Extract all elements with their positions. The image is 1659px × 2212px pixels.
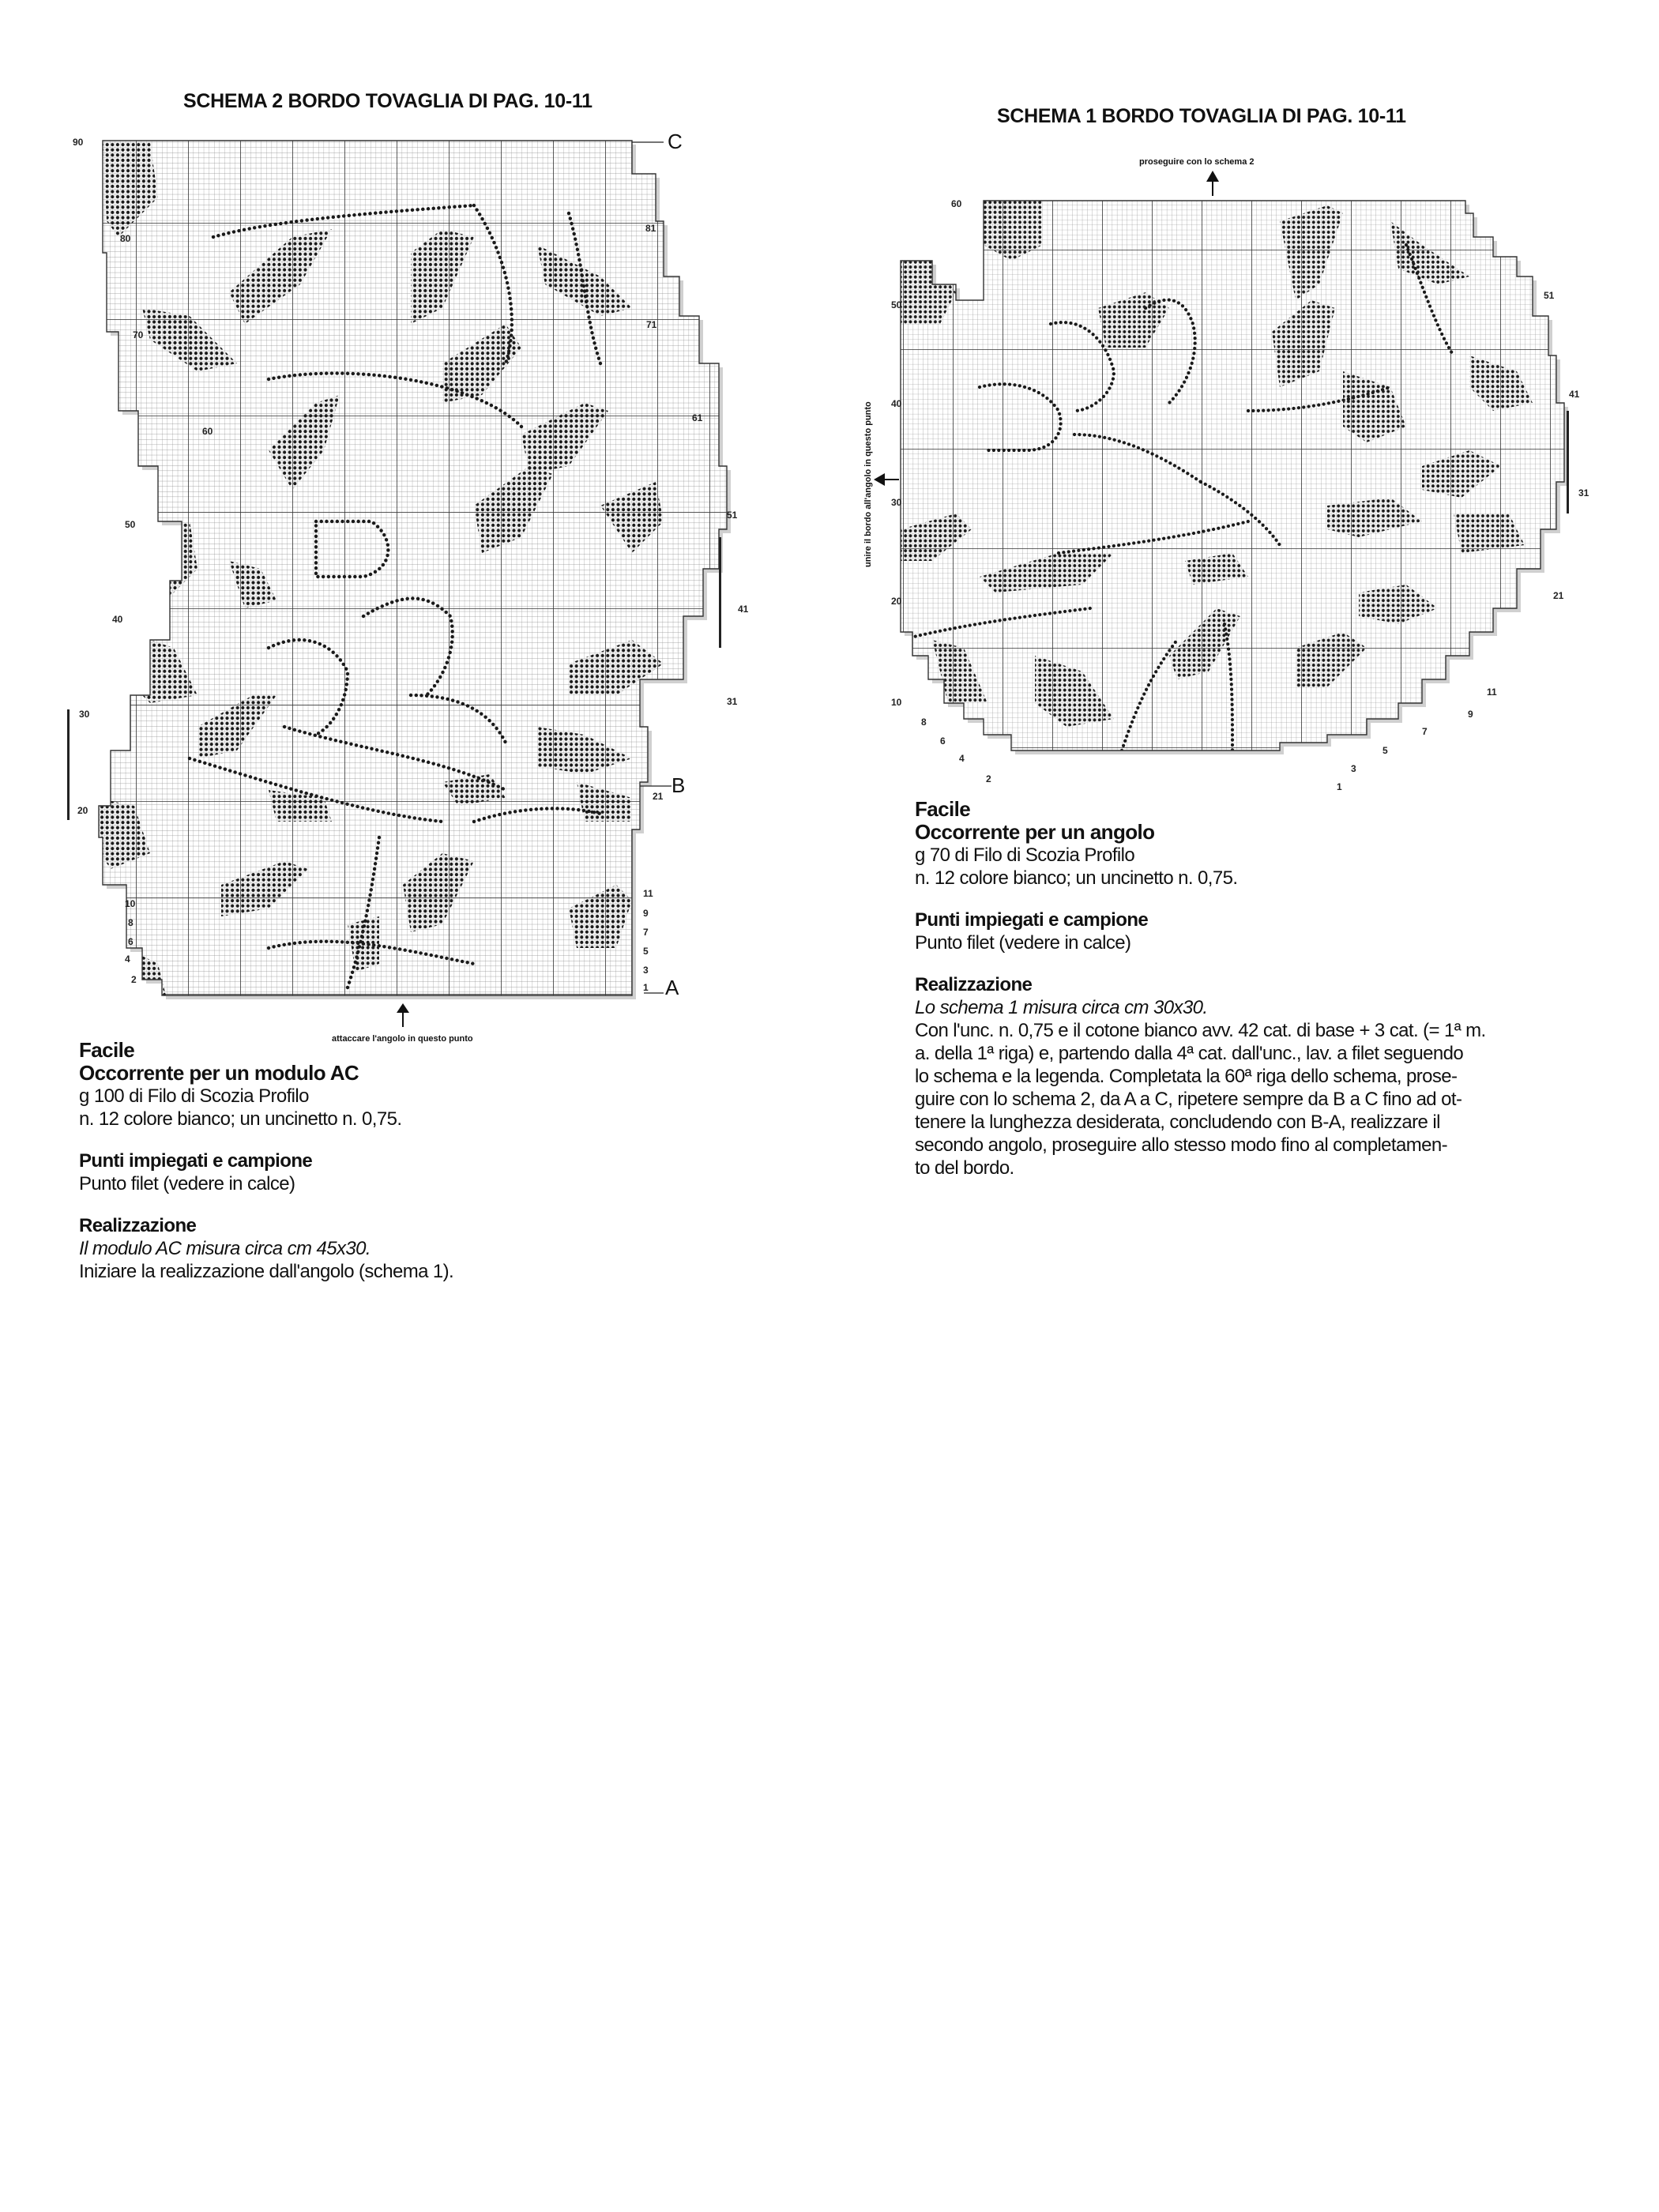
schema2-row-90: 90 [73,137,84,148]
schema1-stitches-heading: Punti impiegati e campione [915,909,1149,931]
schema2-stitches-text: Punto filet (vedere in calce) [79,1173,295,1194]
schema2-row-6: 6 [128,936,134,947]
schema1-making-italic: Lo schema 1 misura circa cm 30x30. [915,997,1208,1018]
schema1-chart [853,150,1612,837]
schema1-side-caption: unire il bordo all'angolo in questo punto [863,401,873,567]
schema1-row-20: 20 [891,596,902,607]
schema2-row-51: 51 [727,510,738,521]
schema1-making-line-4: guire con lo schema 2, da A a C, ripetere sempre da B a C fino ad ot- [915,1089,1462,1110]
schema2-row-50: 50 [125,519,136,530]
point-b-label: B [672,773,686,797]
schema2-title: SCHEMA 2 BORDO TOVAGLIA DI PAG. 10-11 [183,90,592,112]
schema1-materials-line2: n. 12 colore bianco; un uncinetto n. 0,75. [915,867,1238,889]
schema2-chart [32,126,774,1090]
schema2-materials-heading: Occorrente per un modulo AC [79,1061,359,1085]
schema1-row-2: 2 [986,773,991,784]
schema2-row-60: 60 [202,426,213,437]
schema2-bottom-caption: attaccare l'angolo in questo punto [332,1034,473,1044]
schema2-row-4: 4 [125,954,130,965]
schema1-row-4: 4 [959,753,965,764]
schema1-row-7: 7 [1422,726,1428,737]
schema2-difficulty: Facile [79,1038,135,1062]
schema2-instructions [79,1039,727,1283]
schema1-row-41: 41 [1569,389,1580,400]
join-arrow-icon [874,473,899,486]
schema2-row-11: 11 [643,888,653,899]
attach-arrow-icon [397,1003,409,1027]
schema1-making-line-6: secondo angolo, proseguire allo stesso modo fino al completamen- [915,1134,1448,1156]
schema1-stitches-text: Punto filet (vedere in calce) [915,932,1131,954]
schema1-instructions [915,798,1586,1179]
schema2-row-3: 3 [643,965,649,976]
point-a-label: A [665,976,679,999]
schema2-row-70: 70 [133,329,144,340]
continue-arrow-icon [1206,171,1219,196]
schema1-making-line-3: lo schema e la legenda. Completata la 60ª riga dello schema, prose- [915,1066,1458,1087]
schema2-materials-line2: n. 12 colore bianco; un uncinetto n. 0,75. [79,1108,402,1130]
schema1-row-10: 10 [891,697,902,708]
schema2-materials-line1: g 100 di Filo di Scozia Profilo [79,1085,309,1107]
schema1-materials-line1: g 70 di Filo di Scozia Profilo [915,845,1135,866]
schema1-row-50: 50 [891,299,902,310]
schema1-row-1: 1 [1337,781,1342,792]
schema2-row-1: 1 [643,982,649,993]
schema1-making-line-1: Con l'unc. n. 0,75 e il cotone bianco avv. 42 cat. di base + 3 cat. (= 1ª m. [915,1020,1486,1041]
schema2-row-61: 61 [692,412,703,423]
schema1-making-line-7: to del bordo. [915,1157,1014,1179]
schema2-making-heading: Realizzazione [79,1215,197,1236]
schema1-row-11: 11 [1487,687,1497,698]
schema2-row-7: 7 [643,927,649,938]
schema1-row-31: 31 [1578,487,1589,498]
schema1-row-9: 9 [1468,709,1473,720]
schema1-making-line-5: tenere la lunghezza desiderata, concludendo con B-A, realizzare il [915,1112,1440,1133]
schema1-making-heading: Realizzazione [915,974,1033,995]
schema2-row-31: 31 [727,696,738,707]
schema2-row-40: 40 [112,614,123,625]
schema1-row-21: 21 [1553,590,1564,601]
schema2-stitches-heading: Punti impiegati e campione [79,1150,313,1172]
schema2-row-41: 41 [738,604,749,615]
schema1-title: SCHEMA 1 BORDO TOVAGLIA DI PAG. 10-11 [997,105,1406,127]
schema1-row-5: 5 [1382,745,1388,756]
schema2-row-8: 8 [128,917,134,928]
schema2-row-80: 80 [120,233,131,244]
schema2-row-71: 71 [646,319,657,330]
schema1-row-3: 3 [1351,763,1356,774]
schema1-row-51: 51 [1544,290,1555,301]
schema2-row-2: 2 [131,974,137,985]
schema1-row-60: 60 [951,198,962,209]
schema1-row-40: 40 [891,398,902,409]
schema1-making-line-2: a. della 1ª riga) e, partendo dalla 4ª cat. dall'unc., lav. a filet seguendo [915,1043,1464,1064]
schema1-row-30: 30 [891,497,902,508]
schema1-row-8: 8 [921,717,927,728]
schema2-row-20: 20 [77,805,88,816]
schema2-row-10: 10 [125,898,136,909]
schema1-top-caption: proseguire con lo schema 2 [1139,157,1255,167]
schema1-difficulty: Facile [915,797,971,821]
schema2-row-21: 21 [653,791,664,802]
schema2-row-81: 81 [645,223,656,234]
schema2-making-text: Iniziare la realizzazione dall'angolo (schema 1). [79,1261,454,1282]
schema1-materials-heading: Occorrente per un angolo [915,820,1155,844]
schema2-row-5: 5 [643,946,649,957]
schema2-making-italic: Il modulo AC misura circa cm 45x30. [79,1238,371,1259]
schema1-row-6: 6 [940,735,946,747]
schema2-row-9: 9 [643,908,649,919]
point-c-label: C [668,130,683,153]
schema2-row-30: 30 [79,709,90,720]
